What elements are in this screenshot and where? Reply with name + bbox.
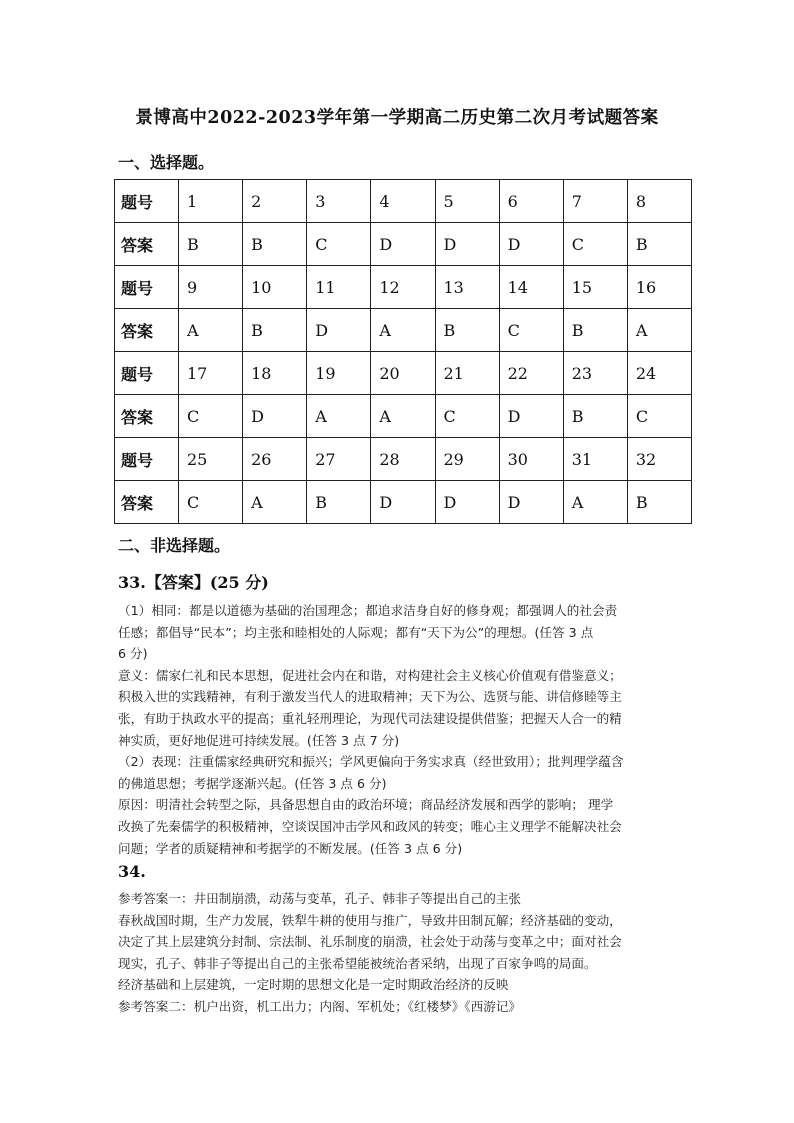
row-header-cell: 答案 — [115, 309, 179, 352]
table-cell: 26 — [243, 438, 307, 481]
table-cell: 18 — [243, 352, 307, 395]
answer-line: 任感；都倡导“民本”；均主张和睦相处的人际观；都有“天下为公”的理想。(任答 3 点 — [118, 624, 594, 640]
row-header-cell: 答案 — [115, 395, 179, 438]
table-cell: 23 — [563, 352, 627, 395]
question-number-row — [115, 180, 692, 223]
table-cell: A — [307, 395, 371, 438]
table-cell: B — [307, 481, 371, 524]
table-cell: B — [243, 309, 307, 352]
table-cell: 2 — [243, 180, 307, 223]
row-header-cell: 题号 — [115, 352, 179, 395]
table-cell: 30 — [499, 438, 563, 481]
table-cell: D — [243, 395, 307, 438]
table-cell: C — [499, 309, 563, 352]
table-cell: A — [243, 481, 307, 524]
answer-line: 6 分) — [118, 646, 148, 662]
answer-row — [115, 481, 692, 524]
answer-line: 原因：明清社会转型之际，具备思想自由的政治环境；商品经济发展和西学的影响； 理学 — [118, 797, 614, 813]
answer-line: 参考答案一：井田制崩溃，动荡与变革，孔子、韩非子等提出自己的主张 — [118, 891, 521, 906]
table-cell: 27 — [307, 438, 371, 481]
table-cell: 6 — [499, 180, 563, 223]
answer-line: 现实，孔子、韩非子等提出自己的主张希望能被统治者采纳，出现了百家争鸣的局面。 — [118, 955, 597, 971]
answer-line: 问题；学者的质疑精神和考据学的不断发展。(任答 3 点 6 分) — [118, 840, 463, 856]
row-header-cell: 答案 — [115, 223, 179, 266]
answer-line: 春秋战国时期，生产力发展，铁犁牛耕的使用与推广，导致井田制瓦解；经济基础的变动， — [118, 912, 622, 928]
table-cell: 15 — [563, 266, 627, 309]
table-cell: B — [435, 309, 499, 352]
table-cell: 25 — [179, 438, 243, 481]
table-cell: D — [307, 309, 371, 352]
table-cell: 9 — [179, 266, 243, 309]
table-cell: A — [371, 309, 435, 352]
question-number-row — [115, 266, 692, 309]
table-cell: B — [563, 395, 627, 438]
table-cell: 17 — [179, 352, 243, 395]
table-cell: A — [179, 309, 243, 352]
table-cell: 29 — [435, 438, 499, 481]
table-cell: 12 — [371, 266, 435, 309]
section-heading-non-choice: 二、非选择题。 — [118, 536, 231, 555]
answer-line: （2）表现：注重儒家经典研究和振兴；学风更偏向于务实求真（经世致用）；批判理学蕴含 — [118, 754, 624, 770]
table-cell: D — [499, 395, 563, 438]
table-cell: 7 — [563, 180, 627, 223]
table-cell: C — [435, 395, 499, 438]
table-cell: B — [563, 309, 627, 352]
document-title: 景博高中2022-2023学年第一学期高二历史第二次月考试题答案 — [135, 108, 659, 128]
table-cell: C — [307, 223, 371, 266]
row-header-cell: 题号 — [115, 438, 179, 481]
table-cell: C — [563, 223, 627, 266]
table-cell: B — [627, 481, 691, 524]
table-cell: D — [435, 223, 499, 266]
answer-row — [115, 223, 692, 266]
table-cell: B — [243, 223, 307, 266]
question-33-answer — [118, 600, 678, 859]
answer-line: 参考答案二：机户出资，机工出力；内阁、军机处；《红楼梦》《西游记》 — [118, 998, 521, 1014]
row-header-cell: 答案 — [115, 481, 179, 524]
section-heading-multiple-choice: 一、选择题。 — [118, 153, 215, 172]
answer-line: 经济基础和上层建筑，一定时期的思想文化是一定时期政治经济的反映 — [118, 977, 509, 993]
question-number-row — [115, 438, 692, 481]
answer-line: （1）相同：都是以道德为基础的治国理念；都追求洁身自好的修身观；都强调人的社会责 — [118, 603, 618, 618]
table-cell: A — [627, 309, 691, 352]
table-cell: 1 — [179, 180, 243, 223]
answer-line: 神实质，更好地促进可持续发展。(任答 3 点 7 分) — [118, 732, 400, 748]
table-cell: D — [499, 481, 563, 524]
table-cell: B — [627, 223, 691, 266]
answer-line: 改换了先秦儒学的积极精神，空谈误国冲击学风和政风的转变；唯心主义理学不能解决社会 — [118, 818, 622, 834]
table-cell: 14 — [499, 266, 563, 309]
table-cell: 8 — [627, 180, 691, 223]
table-cell: 19 — [307, 352, 371, 395]
answer-row — [115, 309, 692, 352]
question-33-heading: 33.【答案】(25 分) — [118, 573, 269, 592]
table-cell: C — [179, 481, 243, 524]
table-cell: 11 — [307, 266, 371, 309]
answer-table — [114, 179, 692, 524]
row-header-cell: 题号 — [115, 180, 179, 223]
table-cell: A — [563, 481, 627, 524]
table-cell: 31 — [563, 438, 627, 481]
answer-line: 决定了其上层建筑分封制、宗法制、礼乐制度的崩溃，社会处于动荡与变革之中；面对社会 — [118, 934, 622, 950]
table-cell: A — [371, 395, 435, 438]
question-number-row — [115, 352, 692, 395]
table-cell: D — [499, 223, 563, 266]
table-cell: C — [627, 395, 691, 438]
table-cell: D — [371, 223, 435, 266]
table-cell: 24 — [627, 352, 691, 395]
table-cell: C — [179, 395, 243, 438]
row-header-cell: 题号 — [115, 266, 179, 309]
table-cell: D — [371, 481, 435, 524]
table-cell: 20 — [371, 352, 435, 395]
table-cell: 32 — [627, 438, 691, 481]
table-cell: 21 — [435, 352, 499, 395]
table-cell: 3 — [307, 180, 371, 223]
table-cell: B — [179, 223, 243, 266]
table-cell: D — [435, 481, 499, 524]
answer-line: 意义：儒家仁礼和民本思想，促进社会内在和谐，对构建社会主义核心价值观有借鉴意义； — [118, 667, 622, 683]
question-34-answer — [118, 888, 678, 1018]
table-cell: 28 — [371, 438, 435, 481]
answer-line: 积极入世的实践精神，有利于激发当代人的进取精神；天下为公、选贤与能、讲信修睦等主 — [118, 689, 622, 705]
table-cell: 16 — [627, 266, 691, 309]
table-cell: 22 — [499, 352, 563, 395]
question-34-heading: 34. — [118, 862, 146, 881]
table-cell: 4 — [371, 180, 435, 223]
answer-row — [115, 395, 692, 438]
table-cell: 5 — [435, 180, 499, 223]
table-cell: 13 — [435, 266, 499, 309]
answer-line: 张，有助于执政水平的提高；重礼轻刑理论，为现代司法建设提供借鉴；把握天人合一的精 — [118, 710, 622, 726]
answer-line: 的佛道思想；考据学逐渐兴起。(任答 3 点 6 分) — [118, 775, 387, 791]
table-cell: 10 — [243, 266, 307, 309]
